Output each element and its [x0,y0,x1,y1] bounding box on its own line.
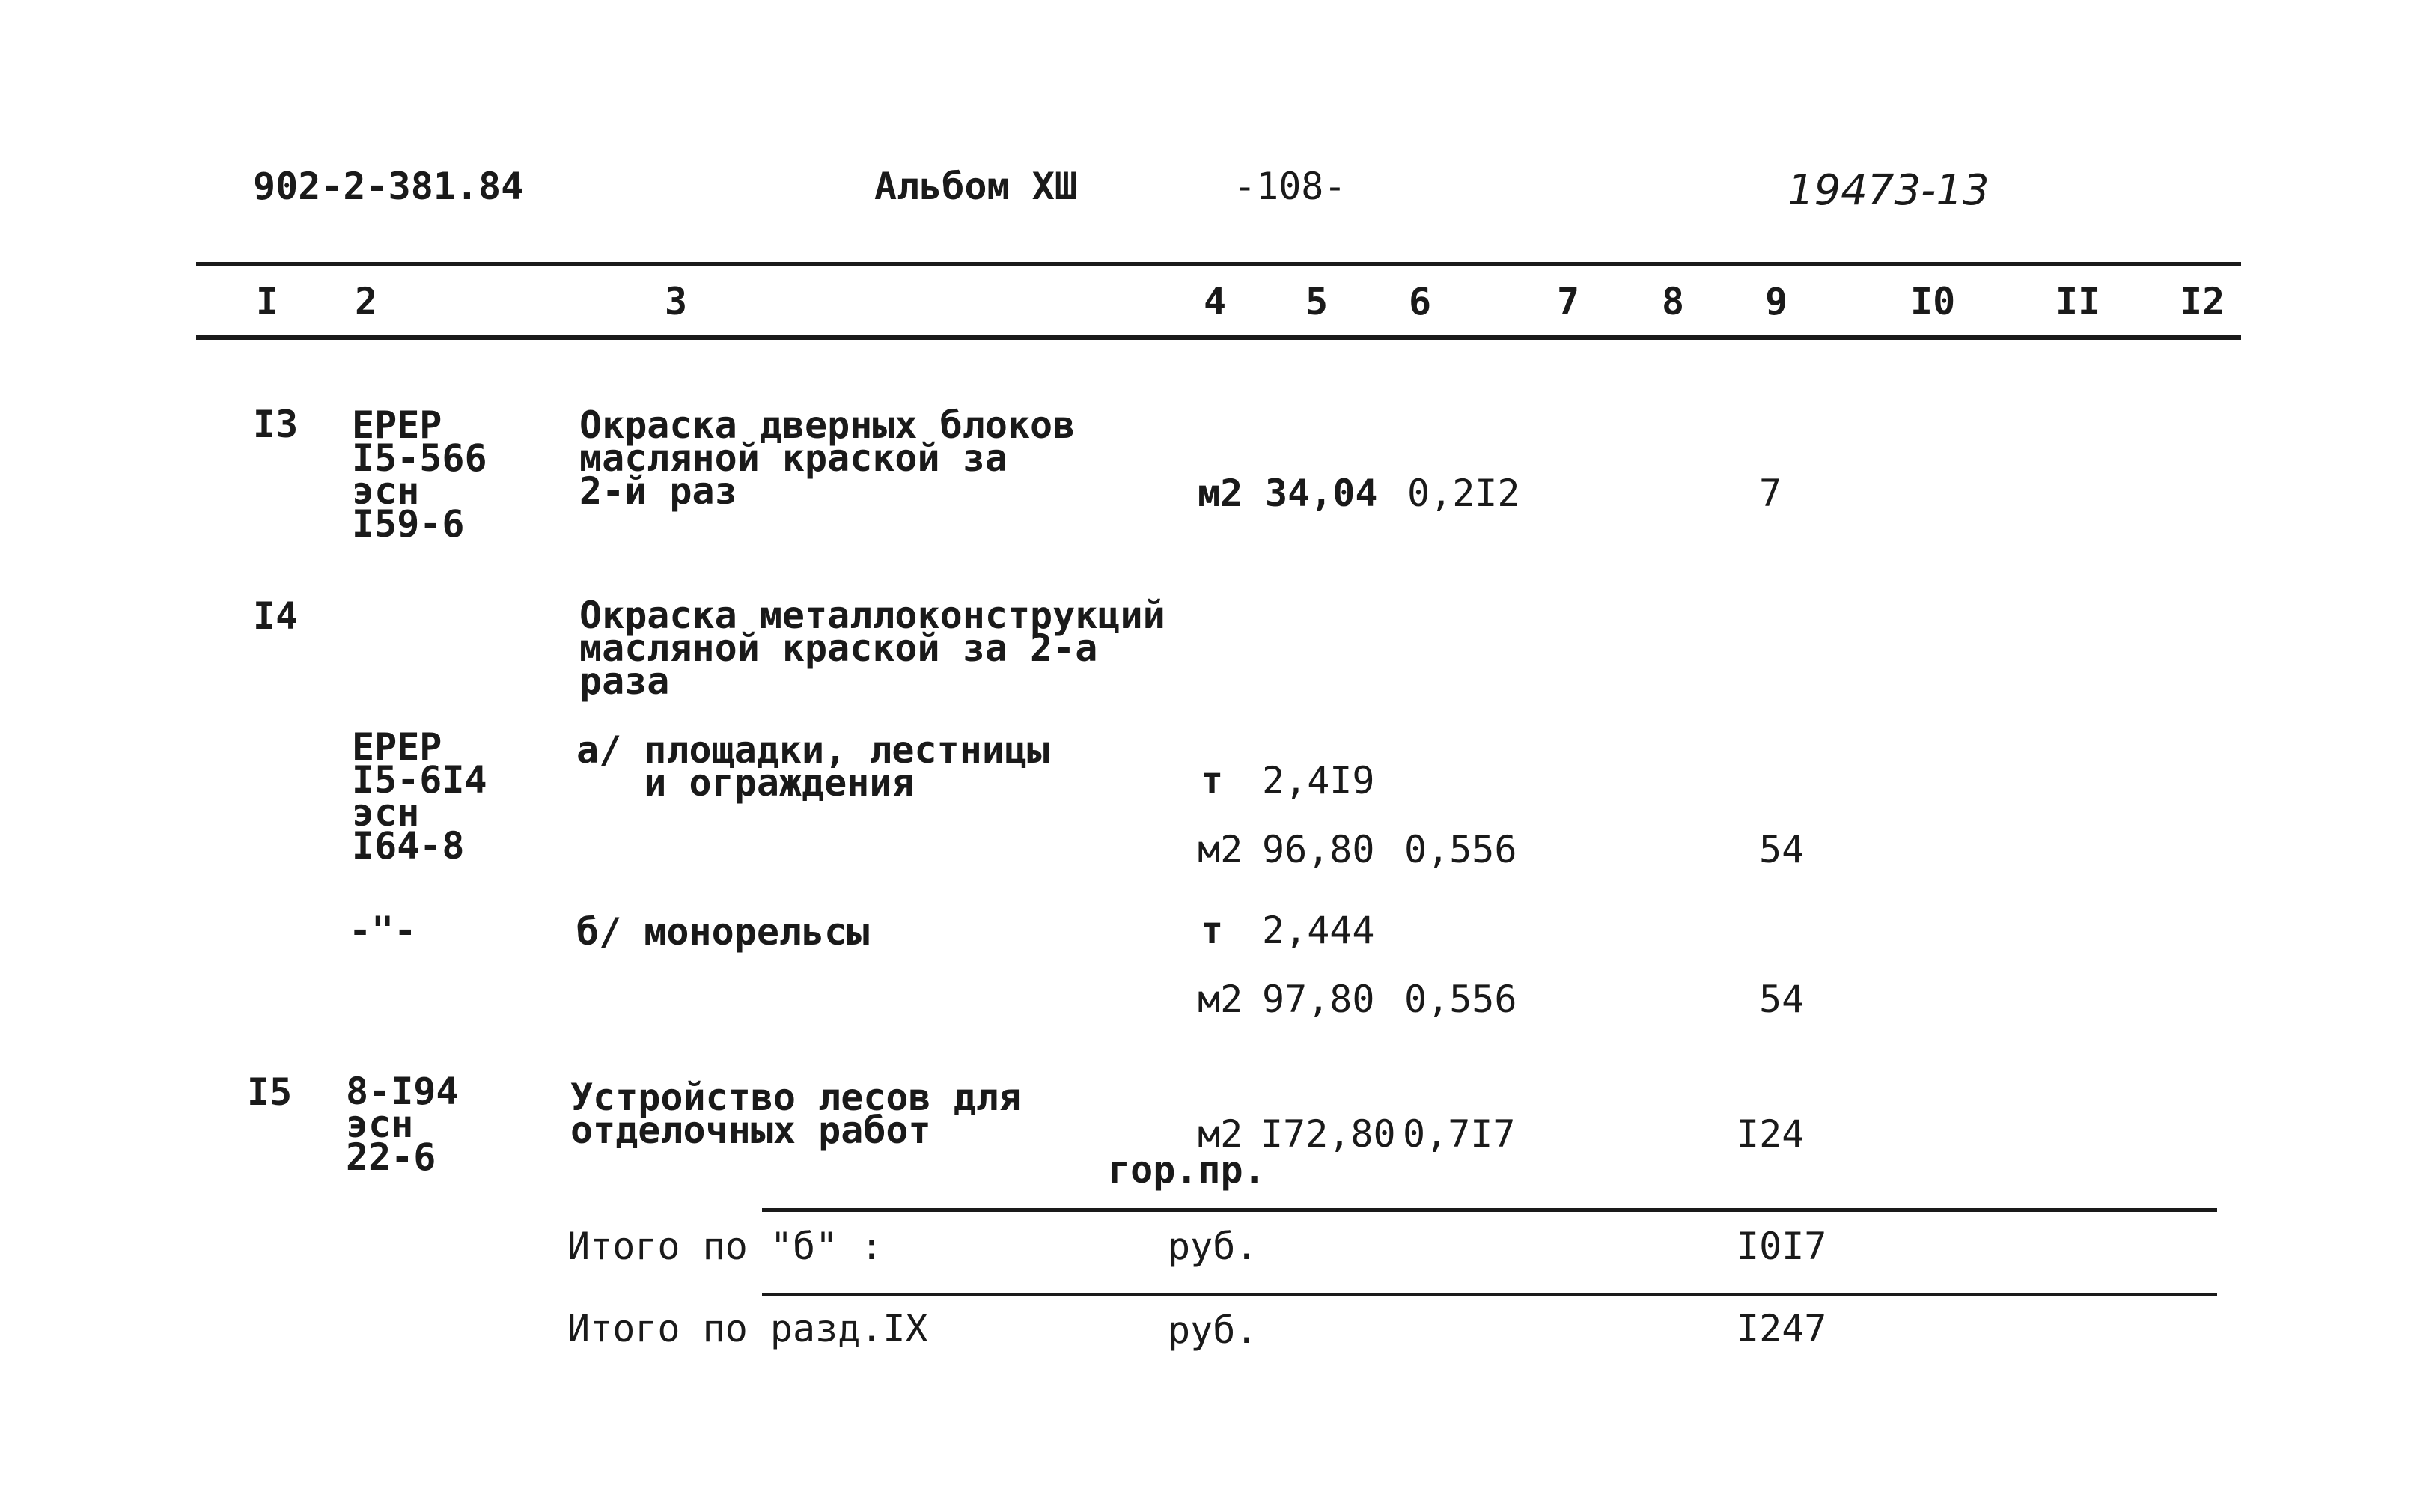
col-header-5: 5 [1305,280,1329,323]
rate: 0,2I2 [1407,472,1520,515]
unit: т [1201,909,1224,952]
page-number: -108- [1234,165,1347,208]
quantity: 2,4I9 [1262,759,1375,802]
row-number: I3 [253,403,299,446]
col-header-10: I0 [1910,280,1956,323]
row-number: I5 [247,1070,293,1114]
sub-item-description: б/ монорельсы [576,910,870,954]
rate: 0,556 [1404,978,1517,1021]
handwritten-stamp: 19473-13 [1787,166,1990,215]
totals-rule-1 [762,1208,2217,1212]
unit: м2 [1198,472,1243,515]
rate-code: -"- [349,909,417,952]
album-title: Альбом ХШ [874,165,1077,208]
col-header-3: 3 [665,280,688,323]
col9-value: 54 [1759,978,1805,1021]
row-number: I4 [253,594,299,638]
sub-item-description: а/ площадки, лестницы и ограждения [576,728,1050,805]
rate-code: ЕРЕР I5-566 эсн I59-6 [352,403,487,546]
unit: т [1201,759,1224,802]
total-unit: руб. [1168,1308,1258,1352]
col-header-4: 4 [1204,280,1227,323]
totals-rule-2 [762,1293,2217,1296]
col-header-12: I2 [2180,280,2225,323]
total-value: I247 [1737,1307,1827,1350]
total-value: I0I7 [1737,1225,1827,1268]
col-header-9: 9 [1765,280,1788,323]
quantity: 96,80 [1262,828,1375,871]
col-header-6: 6 [1409,280,1432,323]
quantity: I72,80 [1261,1112,1396,1156]
rate: 0,556 [1404,828,1517,871]
unit: м2 [1198,978,1243,1021]
col-header-7: 7 [1557,280,1580,323]
col9-value: 7 [1759,472,1782,515]
total-label: Итого по "б" : [567,1225,883,1268]
col9-value: I24 [1737,1112,1805,1156]
total-unit: руб. [1168,1225,1258,1268]
col-header-1: I [256,280,279,323]
col-header-11: II [2055,280,2101,323]
doc-number: 902-2-381.84 [253,165,524,208]
work-description: Окраска дверных блоков масляной краской за 2-й раз [579,403,1076,513]
header-rule-bottom [196,335,2241,340]
unit: м2 [1198,828,1243,871]
header-rule-top [196,262,2241,266]
total-label: Итого по разд.IХ [567,1307,928,1350]
quantity: 34,04 [1265,472,1378,515]
col9-value: 54 [1759,828,1805,871]
rate-code: 8-I94 эсн 22-6 [346,1070,459,1179]
quantity: 97,80 [1262,978,1375,1021]
rate-code: ЕРЕР I5-6I4 эсн I64-8 [352,725,487,868]
work-description: Окраска металлоконструкций масляной краской за 2-а раза [579,594,1165,703]
unit-note: гор.пр. [1108,1148,1266,1192]
work-description: Устройство лесов для отделочных работ [570,1076,1022,1152]
col-header-8: 8 [1662,280,1685,323]
rate: 0,7I7 [1403,1112,1516,1156]
col-header-2: 2 [355,280,378,323]
unit: м2 [1198,1112,1243,1156]
quantity: 2,444 [1262,909,1375,952]
